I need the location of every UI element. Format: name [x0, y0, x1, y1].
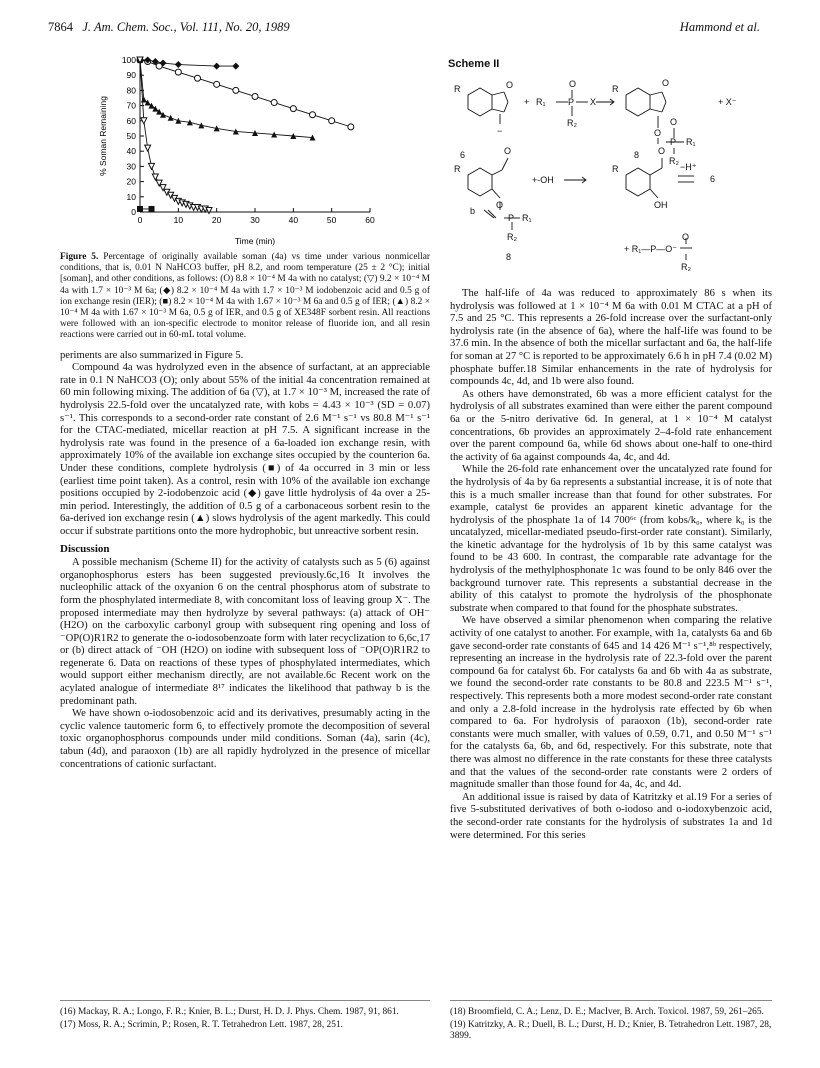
scheme-X-label: X — [590, 97, 597, 107]
right-column — [450, 288, 772, 842]
data-point-triangle — [168, 115, 174, 121]
pathway-b-label: b — [470, 206, 476, 216]
x-tick-label: 20 — [211, 215, 222, 225]
scheme-O-label: O — [504, 146, 512, 156]
x-tick-label: 50 — [326, 215, 337, 225]
scheme-O-label: O — [496, 200, 504, 210]
hydroxide-label: +-OH — [532, 175, 554, 185]
series-line-open-triangle-down — [140, 60, 209, 210]
y-tick-label: 90 — [126, 70, 136, 81]
scheme-O-label: O — [506, 80, 514, 90]
y-tick-label: 70 — [126, 100, 136, 111]
data-point-open-circle — [252, 93, 258, 99]
scheme-P-label: P — [568, 97, 575, 107]
footnote: (17) Moss, R. A.; Scrimin, P.; Rosen, R. T. Tetrahedron Lett. 1987, 28, 251. — [60, 1020, 343, 1030]
data-point-square — [137, 206, 143, 212]
scheme-O-label: O — [670, 117, 678, 127]
data-point-open-circle — [329, 118, 335, 124]
y-tick-label: 40 — [126, 146, 136, 157]
paragraph: While the 26-fold rate enhancement over the uncatalyzed rate found for the hydrolysis of 4a by 6a represents a substantial increase, it is of note that this is a much smaller increase than that found for other substrates. For example, catalyst 6e provides an apparent kinetic advantage for the hydrolysis of the phosphate 1a of 14 700⁶ᶜ (from kobs/k₀, where k₀ is the uncatalyzed, micellar-mediated pseudo-first-order rate constant). Similarly, the kinetic advantage for the hydrolysis of 1b by this same catalyst was found to be 43 600. In contrast, the comparable rate advantage for the hydrolysis of the methylphosphonate 1c was found to be only 846 over the background turnover rate. This represents a substantial decrease in the ability of this catalyst to promote the hydrolysis of the phosphonate substrate when compared to that found for the phosphate substrates. — [450, 464, 772, 614]
scheme-R2-label: R₂ — [507, 232, 517, 242]
soman-hydrolysis-chart — [82, 52, 382, 250]
data-point-open-circle — [348, 124, 354, 130]
x-tick-label: 0 — [137, 215, 143, 225]
running-header-authors: Hammond et al. — [679, 20, 760, 34]
scheme-O-label: O — [662, 78, 670, 88]
figure-caption-text: Percentage of originally available soman (4a) vs time under various nonmicellar conditions, that is, 0.01 N NaHCO3 buffer, pH 8.2, and room temperature (25 ± 2 °C); initial [soman], and other conditions, as follows: (O) 8.8 × 10⁻⁴ M 4a with no catalyst; (▽) 9.2 × 10⁻⁴ M 4a with 1.7 × 10⁻³ M 6a; (◆) 8.2 × 10⁻⁴ M 4a with 1.7 × 10⁻³ M iodobenzoic acid and 0.5 g of ion exchange resin (IER); (■) 8.2 × 10⁻⁴ M 4a with 1.67 × 10⁻³ M 6a and 0.5 g of IER; (▲) 8.2 × 10⁻⁴ M 4a with 1.67 × 10⁻³ M 6a, 0.5 g of IER, and 0.5 g of XE348F sorbent resin. All reactions were followed with an ion-specific electrode to monitor release of fluoride ion, and all resin reactions were carried out in 60-mL total volume. — [60, 252, 430, 341]
y-tick-label: 60 — [126, 115, 136, 126]
data-point-diamond — [213, 63, 220, 70]
section-title: Discussion — [60, 542, 110, 555]
scheme-R2-label: R₂ — [681, 262, 691, 272]
data-point-open-circle — [310, 112, 316, 118]
scheme-R-label: R — [612, 164, 619, 174]
scheme-R1-label: R₁ — [536, 97, 546, 107]
data-point-open-circle — [195, 75, 201, 81]
paragraph: The half-life of 4a was reduced to approximately 86 s when its hydrolysis was followed at 1 × 10⁻⁴ M 6a with 0.01 M CTAC at a pH of 7.5 and 25 °C. This represents a 26-fold increase over the surfactant-only hydrolysis rate (in the absence of 6a), where the half-life was found to be 37.6 min. In the absence of both the micellar surfactant and 6a, the half-life for soman at 27 °C is reported to be approximately 6.6 h in pH 7.4 (0.02 M) phosphate buffer.18 Similar enhancements in the rate of hydrolysis for compounds 4c, 4d, and 1b were also found. — [450, 288, 772, 388]
paragraph: periments are also summarized in Figure 5. — [60, 349, 244, 361]
data-point-open-circle — [290, 106, 296, 112]
footnote: (18) Broomfield, C. A.; Lenz, D. E.; MacIver, B. Arch. Toxicol. 1987, 59, 261–265. — [450, 1007, 764, 1017]
scheme-ii-diagram — [448, 70, 778, 280]
figure-label: Figure 5. — [60, 252, 99, 262]
figure-caption — [60, 252, 430, 342]
scheme-title: Scheme II — [448, 58, 500, 70]
footnote: (19) Katritzky, A. R.; Duell, B. L.; Durst, H. D.; Knier, B. Tetrahedron Lett. 1987, 28, 3899. — [450, 1020, 772, 1041]
scheme-O-label: O — [569, 79, 577, 89]
journal-citation: J. Am. Chem. Soc., Vol. 111, No. 20, 1989 — [82, 20, 290, 34]
compound-number-8: 8 — [506, 252, 512, 262]
y-tick-label: 100 — [121, 55, 136, 65]
data-point-open-triangle-down — [145, 145, 151, 151]
scheme-plus-label: + — [524, 97, 530, 107]
y-tick-label: 50 — [126, 131, 136, 141]
running-header-left — [48, 20, 290, 35]
data-point-open-circle — [214, 81, 220, 87]
data-point-open-circle — [271, 100, 277, 106]
scheme-P-label: P — [670, 137, 677, 147]
scheme-R1-label: R₁ — [686, 137, 696, 147]
compound-number-6: 6 — [710, 174, 716, 184]
y-tick-label: 80 — [126, 85, 136, 96]
scheme-R2-label: R₂ — [567, 118, 577, 128]
scheme-O-label: O — [682, 232, 690, 242]
x-axis-label: Time (min) — [234, 236, 276, 246]
y-tick-label: 0 — [131, 207, 136, 217]
data-point-open-triangle-down — [149, 163, 155, 169]
data-point-triangle — [141, 97, 147, 103]
data-point-open-triangle-down — [206, 207, 212, 213]
scheme-O-label: O — [654, 128, 662, 138]
scheme-R-label: R — [454, 84, 461, 94]
hydroxyl-label: OH — [654, 200, 668, 210]
paragraph: Compound 4a was hydrolyzed even in the absence of surfactant, at an appreciable rate in 0.1 N NaHCO3 (O); only about 55% of the initial 4a concentration remained at 60 min following mixing. The addition of 6a (▽), at 1.7 × 10⁻³ M, increased the rate of hydrolysis 22.5-fold over the uncatalyzed rate, with kobs = 4.43 × 10⁻³ (SD = 0.07) s⁻¹. This corresponds to a second-order rate constant of 2.6 M⁻¹ s⁻¹ vs 80.8 M⁻¹ s⁻¹ for the CTAC-mediated, micellar reaction at pH 7.5. A significant increase in the hydrolysis rate was found in the presence of a 6a-loaded ion exchange resin, with approximately 10% of the available ion exchange sites occupied by the counterion 6a. Under these conditions, complete hydrolysis (■) of 4a occurred in 3 min or less (earliest time point taken). As a control, resin with 10% of the available ion exchange positions occupied by 2-iodobenzoic acid (◆) gave little hydrolysis of 4a over a 25-min period. Interestingly, the addition of 0.5 g of a carbonaceous sorbent resin to the 6a-derived ion exchange resin (▲) slows hydrolysis of the agent markedly. This could occur if substrate partitions onto the more hydrophobic, but unreactive sorbent resin. — [60, 362, 430, 537]
deprotonation-label: −H⁺ — [680, 162, 697, 172]
scheme-R-label: R — [612, 84, 619, 94]
x-tick-label: 40 — [288, 215, 299, 225]
scheme-leaving-group: + X⁻ — [718, 97, 737, 107]
paragraph: A possible mechanism (Scheme II) for the activity of catalysts such as 5 (6) against organophosphorus esters has been suggested previously.6c,16 It involves the nucleophilic attack of the oxyanion 6 on the central phosphorus atom of substrate to form the phosphylated intermediate 8, with concomitant loss of leaving group X⁻. The proposed intermediate may then hydrolyze by several pathways: (a) attack of OH⁻ (H2O) on the carboxylic carbonyl group with subsequent ring opening and loss of ⁻OP(O)R1R2 to generate the o-iodosobenzoate form with later recyclization to 6,6c,17 or (b) direct attack of ⁻OH (H2O) on iodine with subsequent loss of ⁻OP(O)R1R2 to regenerate 6. Data on reactions of these types of phosphylated intermediates, which would support either mechanism directly, are not available.6c Recent work on the acylated analogue of intermediate 8¹⁷ indicates the likelihood that pathway b is the predominant path. — [60, 557, 430, 707]
data-point-square — [149, 206, 155, 212]
page-number: 7864 — [48, 20, 73, 34]
x-tick-label: 10 — [173, 215, 184, 225]
paragraph: An additional issue is raised by data of Katritzky et al.19 For a series of five 5-substituted derivatives of both o-iodoso and o-iodoxybenzoic acid, the second-order rate constants for the hydrolysis of substrates 1a and 1d were determined. For this series — [450, 791, 772, 841]
y-axis-label: % Soman Remaining — [98, 96, 108, 176]
data-point-open-triangle-down — [152, 174, 158, 180]
paragraph: As others have demonstrated, 6b was a more efficient catalyst for the hydrolysis of all substrates examined than were either the parent compound 6a or the 5-nitro derivative 6d. In general, at 1 × 10⁻⁴ M catalyst concentrations, 6b provides an approximately 2–4-fold rate enhancement over the parent compound 6a, while 6d shows about one-half to one-third the activity of 6a against compounds 4a, 4c, and 4d. — [450, 388, 772, 463]
scheme-P-label: P — [508, 213, 515, 223]
scheme-minus-label: − — [497, 126, 503, 136]
paragraph: We have shown o-iodosobenzoic acid and its derivatives, presumably acting in the cyclic valence tautomeric form 6, to effectively promote the decomposition of several toxic organophosphorus compounds under mild conditions. Soman (4a), sarin (4c), tabun (4d), and paraoxon (1b) are all rapidly hydrolyzed in the presence of micellar concentrations of cationic surfactant. — [60, 708, 430, 770]
data-point-open-circle — [175, 69, 181, 75]
compound-number-8: 8 — [634, 150, 640, 160]
scheme-O-label: O — [658, 146, 666, 156]
data-point-diamond — [232, 63, 239, 70]
paragraph: We have observed a similar phenomenon when comparing the relative activity of one catalyst to another. For example, with 1a, catalysts 6a and 6b gave second-order rate constants of 645 and 14 426 M⁻¹ s⁻¹,⁸ᵇ respectively, representing an increase in the hydrolysis rate of 22.3-fold over the parent compound 6a for catalyst 6b. For catalysts 6a and 6b with 4a as substrate, we found the second-order rate constants to be 80.8 and 223.5 M⁻¹ s⁻¹, respectively. This represents both a more modest second-order rate constant and only a 2.8-fold increase in the hydrolysis rate effected by 6b when compared to 6a. For hydrolysis of paraoxon (1b), second-order rate constants were much smaller, with values of 0.59, 0.71, and 0.50 M⁻¹ s⁻¹ for the catalysts 6a, 6b, and 6d, respectively. For this substrate, note that there was almost no difference in the rate constants for these three catalysts and that the values of the second-order rate constants were 2 orders of magnitude smaller than those found for 4a, 4c, and 4d. — [450, 615, 772, 791]
data-point-diamond — [175, 61, 182, 68]
footnotes-right — [450, 1000, 772, 1044]
phosphonate-product: + R₁—P—O⁻ — [624, 244, 678, 254]
scheme-R2-label: R₂ — [669, 156, 679, 166]
footnotes-left — [60, 1000, 430, 1033]
scheme-R1-label: R₁ — [522, 213, 532, 223]
footnote: (16) Mackay, R. A.; Longo, F. R.; Knier, B. L.; Durst, H. D. J. Phys. Chem. 1987, 91, 861. — [60, 1007, 399, 1017]
y-tick-label: 30 — [126, 161, 136, 172]
y-tick-label: 10 — [126, 191, 136, 202]
x-tick-label: 60 — [365, 215, 375, 225]
y-tick-label: 20 — [126, 176, 136, 187]
data-point-open-circle — [233, 87, 239, 93]
scheme-R-label: R — [454, 164, 461, 174]
left-column — [60, 252, 430, 771]
series-line-triangle — [140, 60, 313, 138]
x-tick-label: 30 — [250, 215, 260, 225]
compound-number-6: 6 — [460, 150, 466, 160]
